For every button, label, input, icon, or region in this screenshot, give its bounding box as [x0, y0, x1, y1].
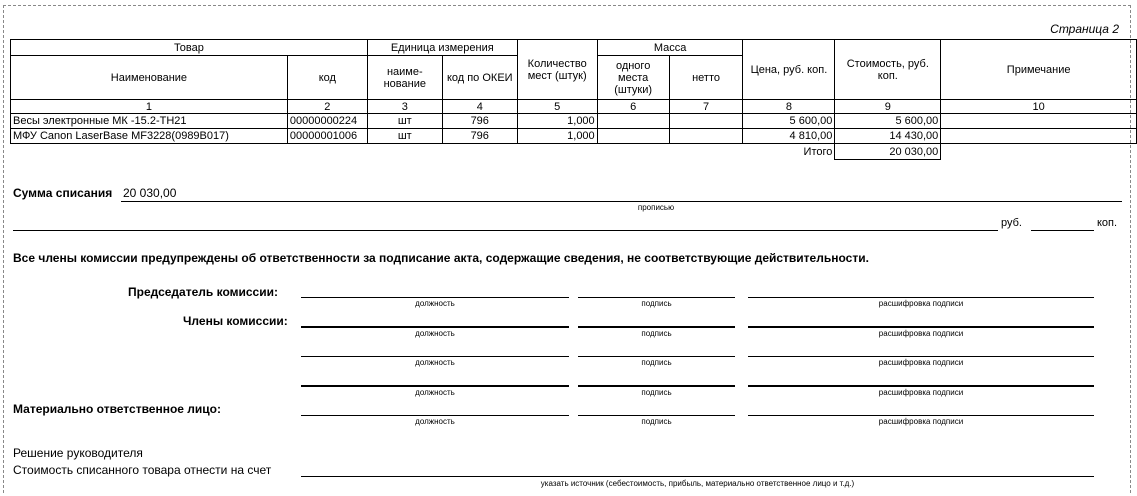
caption-decode: расшифровка подписи — [878, 358, 964, 367]
col-num: 7 — [669, 100, 743, 114]
row-code: 00000000224 — [287, 114, 367, 129]
col-num: 10 — [941, 100, 1137, 114]
row-unit: шт — [367, 114, 442, 129]
sign-line — [748, 297, 1094, 298]
write-off-label: Сумма списания — [13, 186, 113, 200]
header-row-top — [11, 40, 1137, 56]
total-value: 20 030,00 — [835, 144, 941, 160]
col-num: 3 — [367, 100, 442, 114]
row-price: 4 810,00 — [743, 129, 835, 144]
sign-line — [748, 356, 1094, 357]
row-mass-net — [669, 114, 743, 129]
row-qty: 1,000 — [517, 114, 597, 129]
words-line — [13, 230, 998, 231]
chairman-label: Председатель комиссии: — [128, 285, 278, 299]
row-note — [941, 129, 1137, 144]
header-mass: Масса — [597, 40, 743, 56]
row-mass-one — [597, 129, 669, 144]
total-label: Итого — [803, 145, 833, 158]
row-code: 00000001006 — [287, 129, 367, 144]
header-okei: код по ОКЕИ — [442, 56, 517, 100]
header-name: Наименование — [11, 56, 288, 100]
row-okei: 796 — [442, 114, 517, 129]
table-row — [11, 114, 1137, 129]
decision-label: Решение руководителя — [13, 446, 143, 460]
col-num: 9 — [835, 100, 941, 114]
row-mass-net — [669, 129, 743, 144]
col-num: 8 — [743, 100, 835, 114]
sign-line — [301, 415, 569, 416]
account-label: Стоимость списанного товара отнести на счет — [13, 463, 272, 477]
header-qty: Количество мест (штук) — [517, 40, 597, 100]
col-num: 5 — [517, 100, 597, 114]
header-price: Цена, руб. коп. — [743, 40, 835, 100]
kop-line — [1031, 230, 1094, 231]
account-caption: указать источник (себестоимость, прибыль, материально ответственное лицо и т.д.) — [540, 479, 855, 488]
caption-position: должность — [415, 388, 455, 397]
row-cost: 5 600,00 — [835, 114, 941, 129]
row-name: Весы электронные МК -15.2-ТН21 — [11, 114, 288, 129]
sign-line — [301, 356, 569, 357]
sign-line — [301, 326, 569, 328]
sign-line — [748, 415, 1094, 416]
rub-label: руб. — [1001, 217, 1022, 229]
header-goods: Товар — [11, 40, 368, 56]
caption-position: должность — [415, 329, 455, 338]
row-qty: 1,000 — [517, 129, 597, 144]
column-numbers-row — [11, 100, 1137, 114]
row-price: 5 600,00 — [743, 114, 835, 129]
header-unit-name: наиме-нование — [367, 56, 442, 100]
write-off-line — [121, 201, 1122, 202]
write-off-value: 20 030,00 — [123, 186, 177, 200]
sign-line — [301, 297, 569, 298]
kop-label: коп. — [1097, 217, 1118, 229]
row-unit: шт — [367, 129, 442, 144]
sign-line — [578, 385, 735, 387]
header-cost: Стоимость, руб. коп. — [835, 40, 941, 100]
account-line — [301, 476, 1094, 477]
caption-decode: расшифровка подписи — [878, 329, 964, 338]
sign-line — [578, 415, 735, 416]
row-okei: 796 — [442, 129, 517, 144]
sign-line — [578, 326, 735, 328]
caption-sign: подпись — [641, 299, 672, 308]
page-number: Страница 2 — [1050, 22, 1119, 36]
sign-line — [748, 385, 1094, 387]
col-num: 2 — [287, 100, 367, 114]
caption-position: должность — [415, 358, 455, 367]
caption-position: должность — [415, 299, 455, 308]
members-label: Члены комиссии: — [183, 314, 288, 328]
caption-decode: расшифровка подписи — [878, 299, 964, 308]
caption-decode: расшифровка подписи — [878, 388, 964, 397]
responsible-label: Материально ответственное лицо: — [13, 402, 222, 416]
row-mass-one — [597, 114, 669, 129]
warning-text: Все члены комиссии предупреждены об ответственности за подписание акта, содержащие сведения, не соответствующие действительности. — [13, 251, 869, 265]
caption-sign: подпись — [641, 329, 672, 338]
header-mass-one: одного места (штуки) — [597, 56, 669, 100]
sign-line — [578, 356, 735, 357]
write-off-caption: прописью — [637, 203, 675, 212]
table-row — [11, 129, 1137, 144]
sign-line — [578, 297, 735, 298]
row-cost: 14 430,00 — [835, 129, 941, 144]
header-code: код — [287, 56, 367, 100]
col-num: 4 — [442, 100, 517, 114]
sign-line — [301, 385, 569, 387]
goods-table — [10, 39, 1137, 160]
total-row — [11, 144, 1137, 160]
header-mass-net: нетто — [669, 56, 743, 100]
header-unit: Единица измерения — [367, 40, 517, 56]
sign-line — [748, 326, 1094, 328]
row-name: МФУ Canon LaserBase MF3228(0989B017) — [11, 129, 288, 144]
col-num: 6 — [597, 100, 669, 114]
header-note: Примечание — [941, 40, 1137, 100]
caption-sign: подпись — [641, 388, 672, 397]
caption-position: должность — [415, 417, 455, 426]
caption-sign: подпись — [641, 358, 672, 367]
col-num: 1 — [11, 100, 288, 114]
caption-sign: подпись — [641, 417, 672, 426]
row-note — [941, 114, 1137, 129]
caption-decode: расшифровка подписи — [878, 417, 964, 426]
